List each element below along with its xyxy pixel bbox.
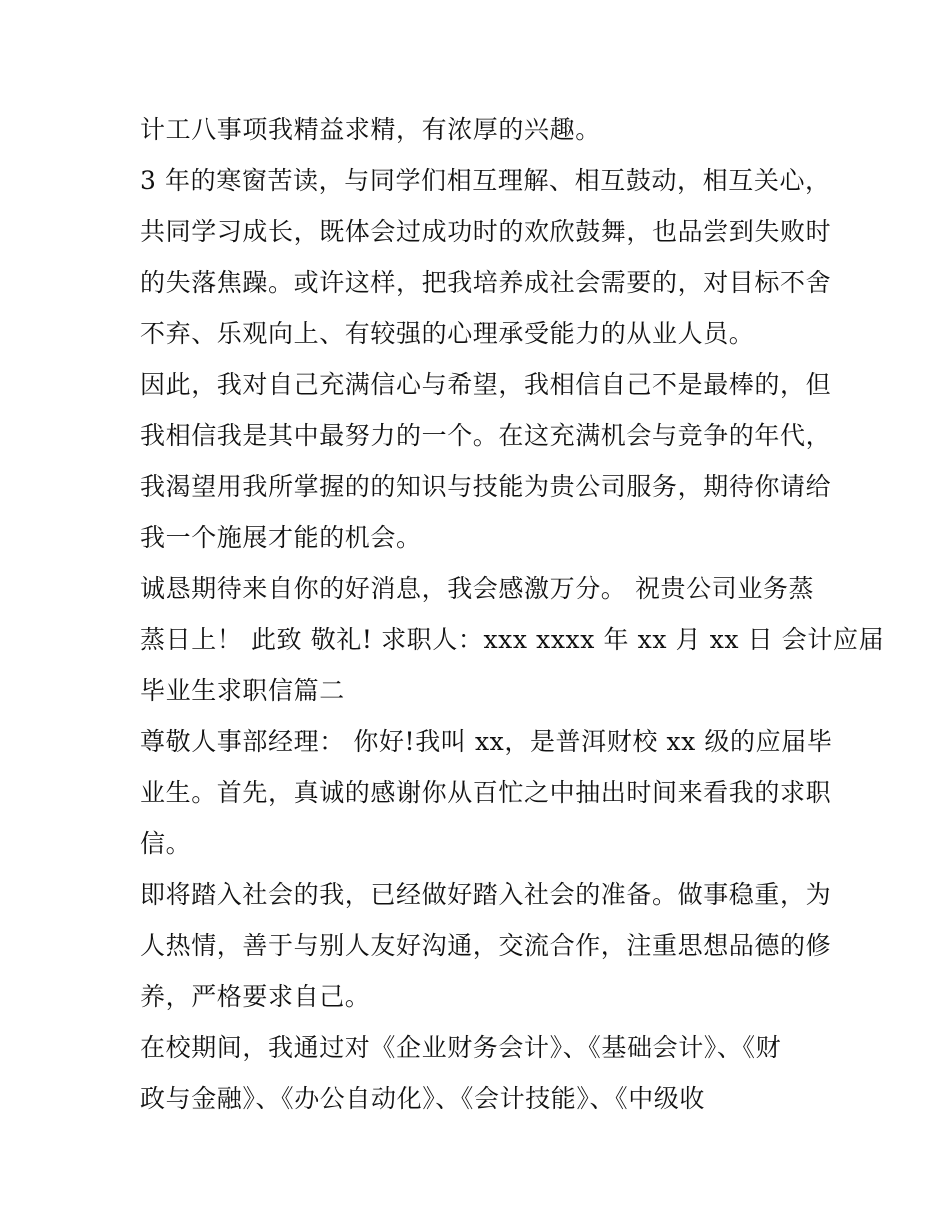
text-line: 养，严格要求自己。: [140, 982, 371, 1011]
text-line: 我一个施展才能的机会。: [140, 523, 422, 552]
text-line: 3 年的寒窗苦读，与同学们相互理解、相互鼓动，相互关心，: [140, 166, 831, 195]
text-line: 即将踏入社会的我，已经做好踏入社会的准备。做事稳重，为: [140, 880, 832, 909]
text-line: 诚恳期待来自你的好消息，我会感激万分。 祝贵公司业务蒸: [140, 574, 815, 603]
text-line: 计工八事项我精益求精，有浓厚的兴趣。: [140, 115, 601, 144]
text-line: 毕业生求职信篇二: [140, 676, 345, 705]
text-line: 人热情，善于与别人友好沟通，交流合作，注重思想品德的修: [140, 931, 832, 960]
text-line: 业生。首先，真诚的感谢你从百忙之中抽出时间来看我的求职: [140, 778, 832, 807]
text-line: 政与金融》、《办公自动化》、《会计技能》、《中级收: [140, 1084, 706, 1113]
text-line: 的失落焦躁。或许这样，把我培养成社会需要的，对目标不舍: [140, 268, 832, 297]
text-line: 我相信我是其中最努力的一个。在这充满机会与竞争的年代，: [140, 421, 832, 450]
text-line: 尊敬人事部经理： 你好!我叫 xx，是普洱财校 xx 级的应届毕: [140, 727, 833, 756]
text-line: 不弃、乐观向上、有较强的心理承受能力的从业人员。: [140, 319, 755, 348]
text-line: 蒸日上！ 此致 敬礼! 求职人：xxx xxxx 年 xx 月 xx 日 会计应届: [140, 625, 885, 654]
document-body: [140, 104, 885, 1124]
text-line: 因此，我对自己充满信心与希望，我相信自己不是最棒的，但: [140, 370, 832, 399]
text-line: 在校期间，我通过对《企业财务会计》、《基础会计》、《财: [140, 1033, 782, 1062]
text-line: 共同学习成长，既体会过成功时的欢欣鼓舞，也品尝到失败时: [140, 217, 832, 246]
text-line: 信。: [140, 829, 192, 858]
text-line: 我渴望用我所掌握的的知识与技能为贵公司服务，期待你请给: [140, 472, 832, 501]
